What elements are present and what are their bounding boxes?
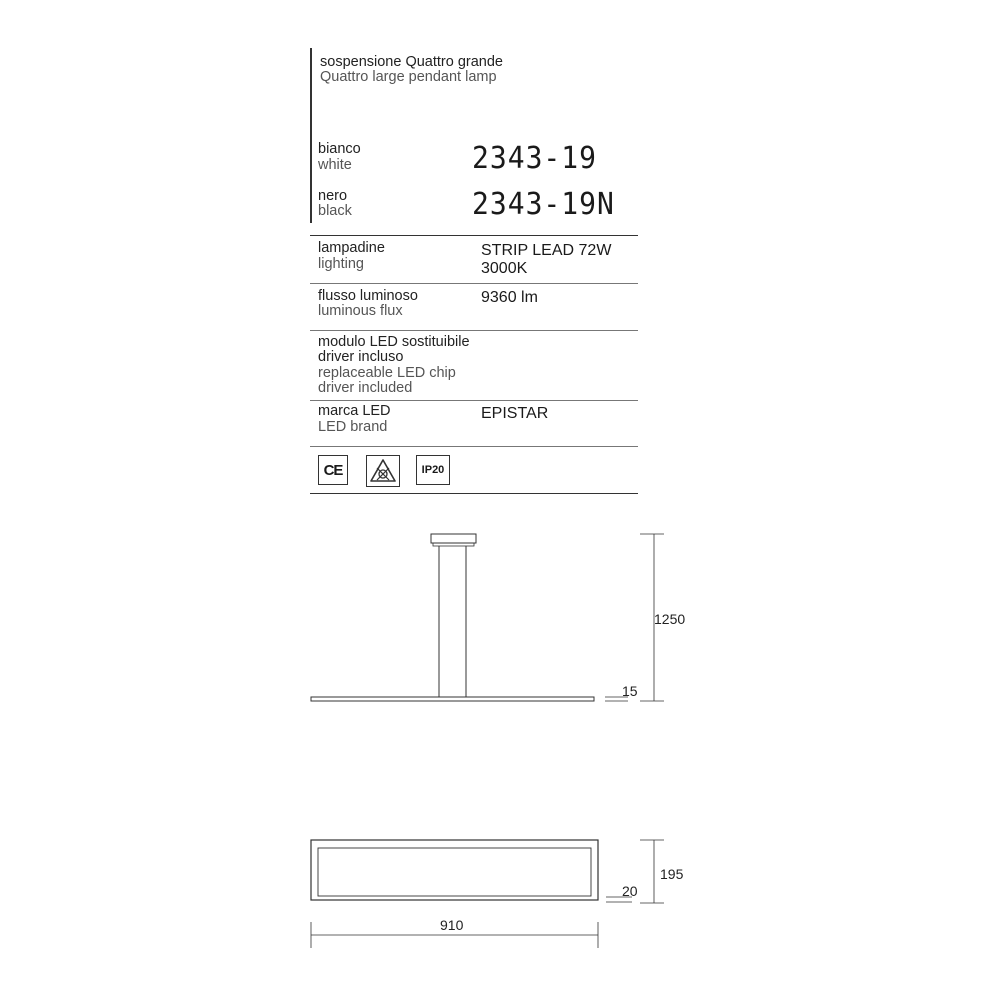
finish-black-label-en: black (318, 203, 352, 219)
flux-value: 9360 lm (481, 289, 538, 306)
title-italian: sospensione Quattro grande (320, 54, 503, 70)
finish-black-label-it: nero (318, 188, 348, 204)
ceiling-canopy (431, 534, 476, 543)
module-label-en-2: driver included (318, 380, 413, 396)
lighting-label-it: lampadine (318, 240, 385, 256)
dimension-height-label: 1250 (654, 611, 686, 627)
finish-black-code: 2343-19N (472, 186, 615, 222)
lighting-value: STRIP LEAD 72W (481, 242, 612, 259)
ip-rating-text: IP20 (421, 464, 445, 476)
ce-mark-text: CE (323, 461, 343, 479)
module-label-en-1: replaceable LED chip (318, 365, 456, 381)
lamp-panel-top-outer (311, 840, 598, 900)
flux-label-en: luminous flux (318, 303, 403, 319)
lamp-panel-top-inner (318, 848, 591, 896)
dimension-thickness-label: 15 (622, 683, 638, 699)
lighting-temperature: 3000K (481, 260, 528, 277)
dimension-width-label: 910 (440, 917, 464, 933)
finish-white-label-it: bianco (318, 141, 361, 157)
module-label-it-2: driver incluso (318, 349, 404, 365)
finish-white-code: 2343-19 (472, 140, 598, 176)
dimension-depth-label: 195 (660, 866, 684, 882)
brand-label-it: marca LED (318, 403, 391, 419)
brand-label-en: LED brand (318, 419, 388, 435)
lighting-label-en: lighting (318, 256, 364, 272)
brand-value: EPISTAR (481, 405, 549, 422)
module-label-it-1: modulo LED sostituibile (318, 334, 470, 350)
dimension-frame-label: 20 (622, 883, 638, 899)
title-english: Quattro large pendant lamp (320, 69, 497, 85)
lamp-panel-side (311, 697, 594, 701)
flux-label-it: flusso luminoso (318, 288, 418, 304)
finish-white-label-en: white (318, 157, 352, 173)
